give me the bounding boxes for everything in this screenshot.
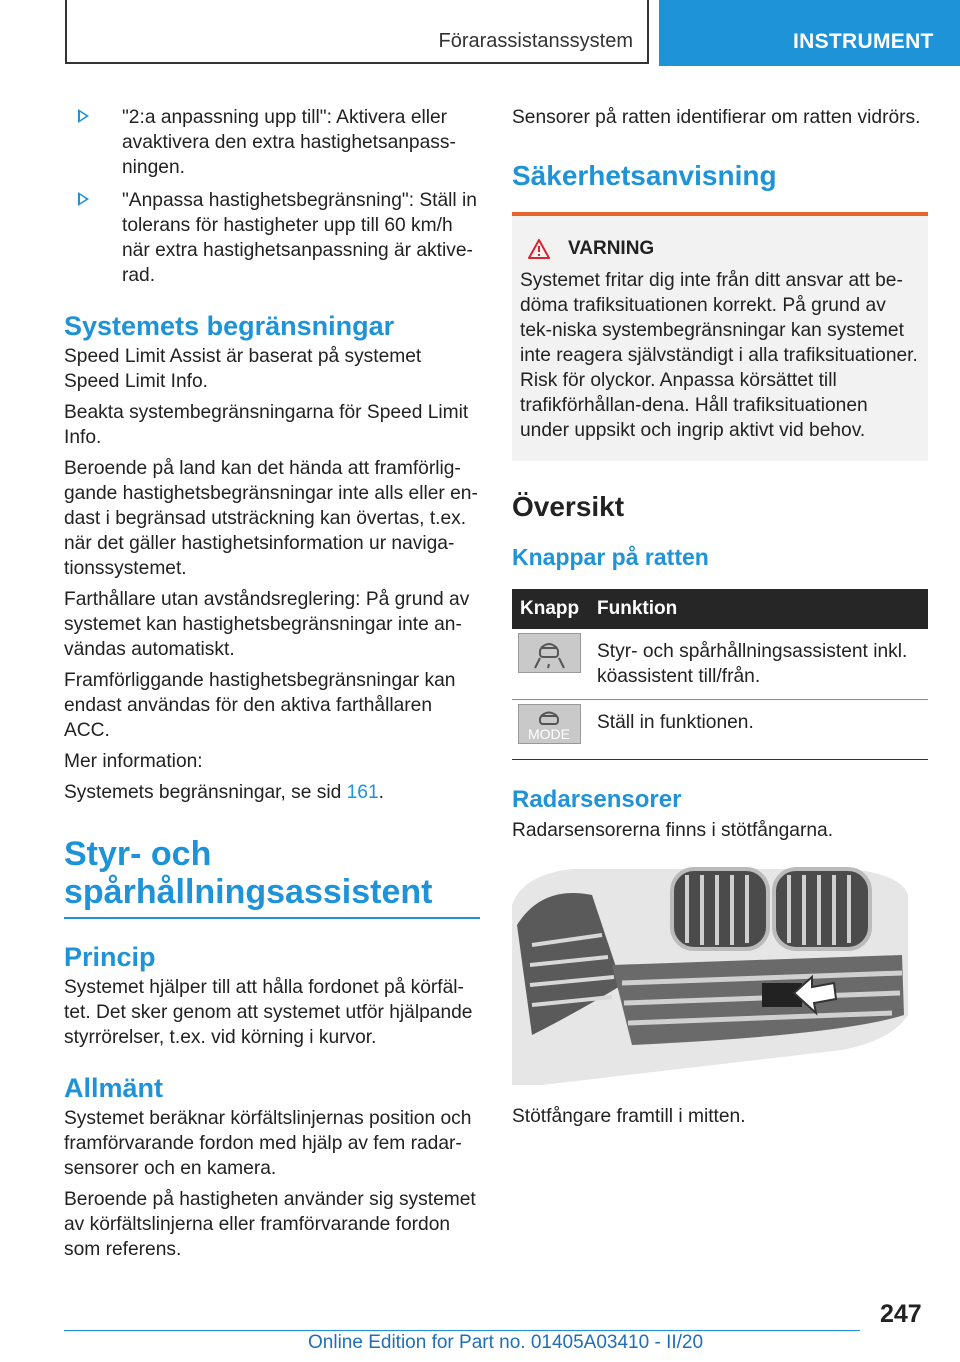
main-heading: Styr- och spårhållningsassistent xyxy=(64,835,480,919)
paragraph: Systemet beräknar körfältslinjernas position och framförvarande fordon med hjälp av fem radar-sensorer och en kamera. xyxy=(64,1108,472,1179)
general-heading: Allmänt xyxy=(64,1073,164,1103)
lane-assist-icon xyxy=(518,633,581,673)
overview-heading: Översikt xyxy=(512,491,625,522)
list-item: "Anpassa hastighetsbegränsning": Ställ in tolerans för hastigheter upp till 60 km/h när extra hastighetsanpassning är aktive-rad. xyxy=(64,188,480,288)
warning-triangle-icon xyxy=(528,239,550,259)
table-row xyxy=(512,629,928,700)
paragraph: Speed Limit Assist är baserat på systemet Speed Limit Info. xyxy=(64,346,422,392)
warning-title: VARNING xyxy=(568,238,655,259)
footer-divider xyxy=(64,1330,860,1331)
chapter-tab[interactable] xyxy=(659,0,960,66)
page-number: 247 xyxy=(880,1300,922,1328)
paragraph: Beakta systembegränsningarna för Speed Limit Info. xyxy=(64,402,469,448)
column-header: Knapp xyxy=(512,589,589,629)
figure-caption: Stötfångare framtill i mitten. xyxy=(512,1106,746,1127)
paragraph: Beroende på hastigheten använder sig systemet av körfältslinjerna eller framförvarande fordon som referens. xyxy=(64,1189,476,1260)
bullet-triangle-icon xyxy=(78,109,89,123)
left-column xyxy=(64,105,480,1268)
paragraph: Farthållare utan avståndsreglering: På grund av systemet kan hastighetsbegränsningar inte an-vändas automatiskt. xyxy=(64,589,470,660)
function-cell: Ställ in funktionen. xyxy=(589,700,928,760)
radar-heading: Radarsensorer xyxy=(512,786,682,813)
warning-text: Systemet fritar dig inte från ditt ansvar att be-döma trafiksituationen korrekt. På grund av tek-niska systembegränsningar kan systemet inte reagera självständigt i alla trafiksituationer. Risk för olyckor. Anpassa körsättet till trafikförhållan-dena. Håll trafiksituationen under uppsikt och ingrip aktivt vid behov. xyxy=(520,270,918,441)
paragraph: Systemet hjälper till att hålla fordonet på körfäl-tet. Det sker genom att systemet utför hjälpande styrrörelser, t.ex. vid körning i kurvor. xyxy=(64,977,473,1048)
paragraph: Mer information: xyxy=(64,751,203,772)
paragraph: Framförliggande hastighetsbegränsningar kan endast användas för den aktiva farthållaren ACC. xyxy=(64,670,456,741)
bullet-triangle-icon xyxy=(78,192,89,206)
option-list xyxy=(64,105,480,288)
chapter-title: INSTRUMENT xyxy=(793,30,934,53)
svg-text:MODE: MODE xyxy=(528,726,570,742)
section-title: Förarassistanssystem xyxy=(438,30,633,52)
key-cell xyxy=(512,700,589,760)
warning-header xyxy=(520,238,920,260)
safety-heading: Säkerhetsanvisning xyxy=(512,158,928,216)
right-column xyxy=(512,105,928,1135)
paragraph: Beroende på land kan det hända att framförlig-gande hastighetsbegränsningar inte alls eller en-dast i begränsad utsträckning kan övertas, t.ex. när det gäller hastighetsinformation ur naviga-tionssystemet. xyxy=(64,458,478,579)
warning-box xyxy=(512,216,928,461)
cross-reference: Systemets begränsningar, se sid 161. xyxy=(64,782,384,803)
section-tab xyxy=(65,0,649,64)
key-cell xyxy=(512,629,589,700)
limits-heading: Systemets begränsningar xyxy=(64,311,395,341)
principle-heading: Princip xyxy=(64,942,156,972)
page-link[interactable]: 161 xyxy=(346,782,379,803)
table-header-row xyxy=(512,589,928,629)
paragraph: Radarsensorerna finns i stötfångarna. xyxy=(512,820,834,841)
bumper-photo xyxy=(512,865,908,1085)
buttons-heading: Knappar på ratten xyxy=(512,544,709,570)
table-row xyxy=(512,700,928,760)
function-cell: Styr- och spårhållningsassistent inkl. köassistent till/från. xyxy=(589,629,928,700)
list-item: "2:a anpassning upp till": Aktivera eller avaktivera den extra hastighetsanpass-ningen. xyxy=(64,105,480,180)
mode-button-icon xyxy=(518,704,581,744)
column-header: Funktion xyxy=(589,589,928,629)
edition-text: Online Edition for Part no. 01405A03410 - II/20 xyxy=(308,1332,704,1353)
buttons-table xyxy=(512,589,928,760)
paragraph: Sensorer på ratten identifierar om ratten vidrörs. xyxy=(512,107,921,128)
